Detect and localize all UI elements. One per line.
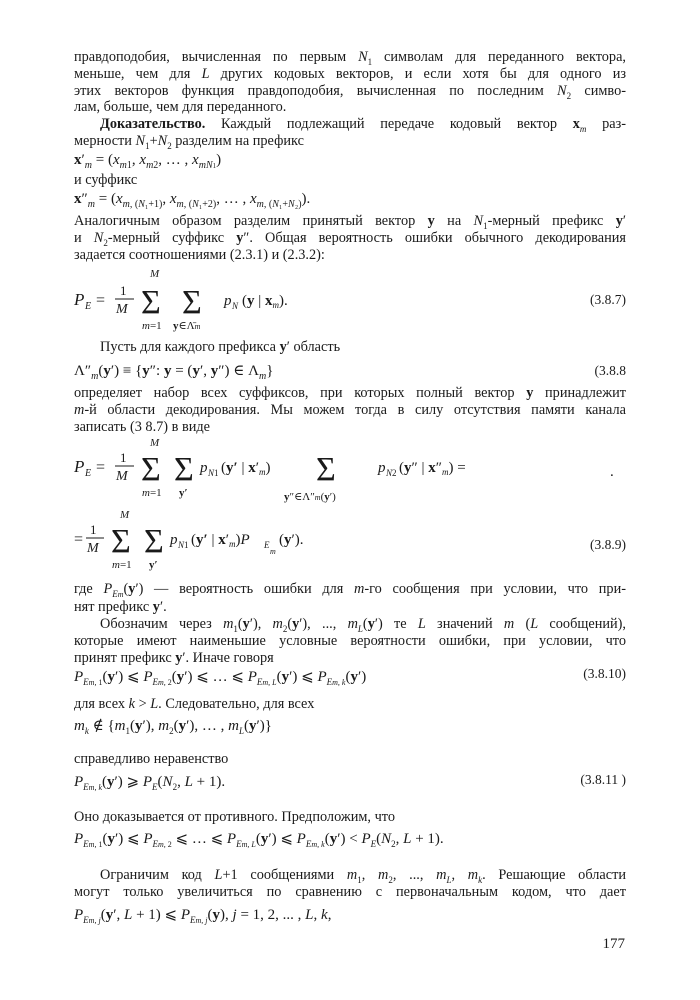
equation-last: $P_{Em, j}(y'$, L + 1) ⩽ $P_{Em, j}(y)$, j = 1, 2, ... , L, k, [74,907,332,925]
svg-text:M: M [150,268,160,280]
proof-label: Доказательство. [100,116,206,132]
svg-text:=: = [96,459,106,476]
text-line: правдоподобия, вычисленная по первым $N_1$ символам для переданного вектора, [74,49,626,67]
equation-3-8-8: $\Lambda''_m(y') \equiv \{y''$: y = (y′, y″) ∈ $\Lambda_m$} [74,363,274,382]
text-line: задается соотношениями (2.3.1) и (2.3.2): [74,247,325,263]
text-line: Пусть для каждого префикса y′ область [100,339,341,355]
text-line: определяет набор всех суффиксов, при которых полный вектор y принадлежит [74,385,626,401]
equation-3-8-7 [70,265,630,340]
svg-text:N: N [232,301,239,311]
svg-text:E: E [85,301,92,312]
svg-text:1: 1 [90,522,97,537]
svg-text:N2: N2 [386,468,397,478]
svg-text:E: E [85,468,92,479]
equation-3-8-11: $P_{Em, k}(y')$ ⩾ $P_E(N_2$, L + 1). [74,774,226,792]
svg-text:.: . [610,464,614,480]
svg-text:N1: N1 [208,468,219,478]
text-line: Ограничим код L+1 сообщениями $m_1$, $m_2$, ..., $m_L$, $m_k$. Решающие области [100,867,626,885]
svg-text:N1: N1 [178,540,189,550]
svg-text:M: M [116,469,128,484]
text-line: Оно доказывается от противного. Предположим, что [74,809,395,825]
equation-3-8-10: $P_{Em, 1}(y')$ ⩽ $P_{Em, 2}(y')$ ⩽ … ⩽ $P_{Em, L}(y')$ ⩽ $P_{Em, k}(y')$ [74,669,367,687]
svg-text:1: 1 [120,283,127,298]
text-line: Обозначим через $m_1(y')$, $m_2(y')$, ..., $m_L(y')$ те L значений m (L сообщений), [100,616,626,634]
svg-text:m=1: m=1 [142,487,162,499]
svg-text:M: M [120,509,130,521]
svg-text:(y″ | x″m) =: (y″ | $x''_m$) = [399,460,466,477]
equation-number: (3.8.10) [583,666,626,681]
equation-suffix: $x''_m = (x_{m, (N_1+1)}$, $x_{m, (N_1+2)}$, … , $x_{m, (N_1+N_2)}$). [74,191,311,210]
svg-text:p: p [200,460,208,476]
equation-contradiction: $P_{Em, 1}(y')$ ⩽ $P_{Em, 2}$ ⩽ … ⩽ $P_{Em, L}(y')$ ⩽ $P_{Em, k}(y') < P_E(N_2$, L + 1). [74,831,444,849]
svg-text:(y′ | x′m)P: (y′ | $x'_m)P$ [191,532,250,549]
svg-text:(y′).: (y′). [279,532,304,548]
svg-text:y′: y′ [149,559,158,571]
text-line: m-й области декодирования. Мы можем тогда в силу отсутствия памяти канала [74,402,626,418]
equation-number: (3.8.8 [594,363,626,378]
svg-text:Σ: Σ [144,523,164,560]
svg-text:p: p [224,293,232,309]
svg-text:Σ: Σ [141,451,161,488]
text-line: меньше, чем для L других кодовых векторов, и если хотя бы для одного из [74,66,626,82]
svg-text:y″∈Λ″m(y′): y″∈Λ″m(y′) [284,491,336,503]
text-line: нят префикс y′. [74,599,167,615]
text-line: могут только увеличиться по сравнению с первоначальным кодом, что дает [74,884,626,900]
text-line: лам, больше, чем для переданного. [74,99,287,115]
text-line: для всех k > L. Следовательно, для всех [74,696,315,712]
svg-text:M: M [116,302,128,317]
proof-line: Доказательство. Каждый подлежащий передаче кодовый вектор $x_m$ раз- [100,116,626,134]
text-line: принят префикс y′. Иначе говоря [74,650,274,666]
text-line: записать (3 8.7) в виде [74,419,210,435]
page-number: 177 [602,936,625,952]
svg-text:M: M [87,541,99,556]
text-line: Аналогичным образом разделим принятый вектор y на $N_1$-мерный префикс y′ [74,213,626,231]
equation-number: (3.8.9) [590,537,626,552]
svg-text:Σ: Σ [174,451,194,488]
text-line: и $N_2$-мерный суффикс y″. Общая вероятность ошибки обычного декодирования [74,230,627,248]
equation-3-8-9-line2 [70,508,630,574]
text-line: и суффикс [74,172,138,188]
svg-text:=: = [96,292,106,309]
svg-text:p: p [170,532,178,548]
svg-text:Σ: Σ [316,451,336,488]
text-line: этих векторов функция правдоподобия, вычисленная по последним $N_2$ симво- [74,83,626,101]
text-line: мерности $N_1+N_2$ разделим на префикс [74,133,304,151]
text-line: где $P_{Em}(y')$ — вероятность ошибки для m-го сообщения при условии, что при- [74,581,626,599]
svg-text:P: P [74,457,85,476]
svg-text:Σ: Σ [111,523,131,560]
svg-text:p: p [378,460,386,476]
svg-text:P: P [74,290,85,309]
equation-number: (3.8.11 ) [580,772,626,787]
svg-text:y′: y′ [179,487,188,499]
equation-not-in: $m_k$ ∉ {$m_1(y')$, $m_2(y')$, … , $m_L(y')$} [74,718,272,736]
text-line: которые имеют наименьшие условные вероятности ошибки, при условии, что [74,633,626,649]
equation-number: (3.8.7) [590,292,626,307]
svg-text:(y | xm).: (y | $x_m$). [242,293,288,310]
svg-text:y∈Λ̄m: y∈Λ̄m [173,320,201,332]
svg-text:m=1: m=1 [142,320,162,332]
svg-text:Σ: Σ [141,284,161,321]
svg-text:m: m [270,547,276,556]
text-line: справедливо неравенство [74,751,229,767]
svg-text:E: E [264,540,270,550]
svg-text:(y′ | x′m): (y′ | $x'_m$) [221,460,271,477]
svg-text:1: 1 [120,450,127,465]
equation-prefix: $x'_m = (x_{m1}$, $x_{m2}$, … , $x_{mN1}$) [74,152,222,171]
equation-3-8-9-line1 [70,436,630,508]
svg-text:Σ: Σ [182,284,202,321]
svg-text:m=1: m=1 [112,559,132,571]
svg-text:M: M [150,437,160,449]
svg-text:=: = [74,531,84,548]
